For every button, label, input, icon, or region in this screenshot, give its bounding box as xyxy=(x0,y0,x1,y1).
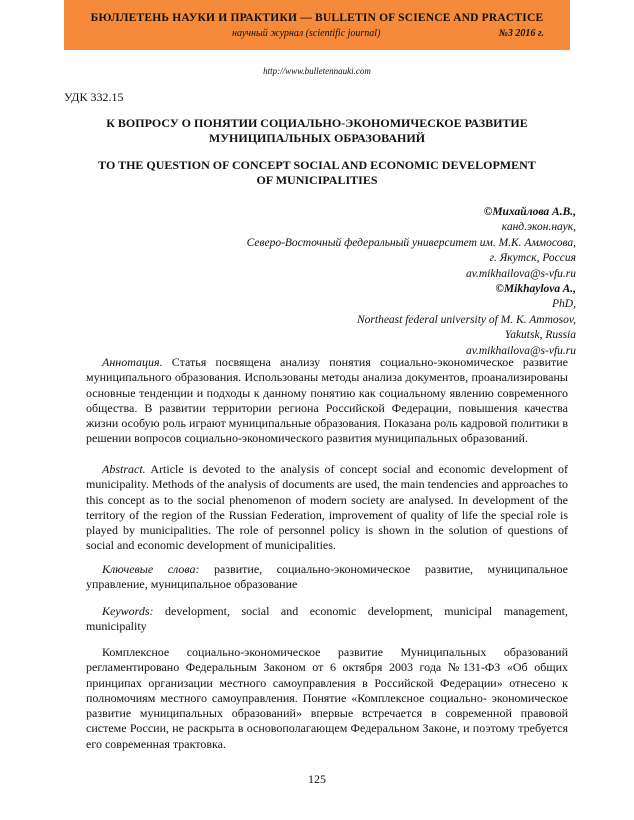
abstract-en xyxy=(86,462,568,554)
keywords-ru-text: развитие, социально-экономическое развитие, муниципальное управление, муниципальное образование xyxy=(86,562,568,592)
keywords-en-label: Keywords: xyxy=(102,604,154,618)
journal-header xyxy=(64,0,570,50)
keywords-ru xyxy=(86,562,568,593)
keywords-en-text: development, social and economic development, municipal management, municipality xyxy=(86,604,568,634)
title-en-line-2: OF MUNICIPALITIES xyxy=(256,173,378,187)
article-title-ru xyxy=(64,116,570,146)
journal-title: БЮЛЛЕТЕНЬ НАУКИ И ПРАКТИКИ — BULLETIN OF SCIENCE AND PRACTICE xyxy=(90,12,544,24)
author-affiliation-ru: Северо-Восточный федеральный университет им. М.К. Аммосова, xyxy=(246,236,576,249)
author-name-en: ©Mikhaylova A., xyxy=(495,283,576,296)
page-number: 125 xyxy=(308,772,326,786)
author-degree-en: PhD, xyxy=(552,298,576,311)
body-paragraph: Комплексное социально-экономическое развитие Муниципальных образований регламентировано Федеральным Законом от 6 октября 2003 года №131-ФЗ «Об общих принципах организации местного самоуправления в Российской Федерации» отнесено к полномочиям местного самоуправления. Понятие «Комплексное социально- экономическое развитие муниципальных образований» впервые встречается в современной правовой системе России, не раскрыта в основополагающем Федеральном Законе, и поэтому требуется его современная трактовка. xyxy=(86,645,568,751)
author-email-en[interactable]: av.mikhailova@s-vfu.ru xyxy=(465,344,576,357)
journal-subtitle: научный журнал (scientific journal) xyxy=(232,28,381,39)
author-city-en: Yakutsk, Russia xyxy=(504,329,576,342)
abstract-ru-text: Статья посвящена анализу понятия социально-экономическое развитие муниципального образования. Использованы методы анализа документов, проанализированы основные тенденции и подходы к данному понятию как социальному явлению современного общества. В развитии территории региона Российской Федерации, повышения качества жизни особую роль играют муниципальные образования. Показана роль кадровой политики в решении вопросов социально-экономического развития муниципальных образований. xyxy=(86,355,568,446)
article-title-en xyxy=(64,158,570,188)
abstract-en-text: Article is devoted to the analysis of concept social and economic development of municipality. Methods of the analysis of documents are used, the main tendencies and approaches to this concept as to the social phenomenon of modern society are analysed. In development of the territory of the region of the Russian Federation, improvement of quality of life the special role is played by municipalities. The role of personnel policy is shown in the solution of questions of social and economic development of municipalities. xyxy=(86,462,568,553)
author-email-ru[interactable]: av.mikhailova@s-vfu.ru xyxy=(465,267,576,280)
journal-issue: №3 2016 г. xyxy=(498,28,544,39)
title-ru-line-2: МУНИЦИПАЛЬНЫХ ОБРАЗОВАНИЙ xyxy=(208,131,426,145)
author-block xyxy=(247,205,576,359)
abstract-ru xyxy=(86,355,568,447)
title-ru-line-1: К ВОПРОСУ О ПОНЯТИИ СОЦИАЛЬНО-ЭКОНОМИЧЕСКОЕ РАЗВИТИЕ xyxy=(106,116,528,130)
author-city-ru: г. Якутск, Россия xyxy=(489,252,576,265)
abstract-en-label: Abstract. xyxy=(102,462,146,476)
abstract-ru-label: Аннотация. xyxy=(102,355,163,369)
udc-code: УДК 332.15 xyxy=(64,90,124,104)
author-name-ru: ©Михайлова А.В., xyxy=(483,206,576,218)
journal-url[interactable]: http://www.bulletennauki.com xyxy=(263,66,371,76)
keywords-en xyxy=(86,604,568,635)
keywords-ru-label: Ключевые слова: xyxy=(102,562,200,576)
author-affiliation-en: Northeast federal university of M. K. Ammosov, xyxy=(356,313,576,326)
author-degree-ru: канд.экон.наук, xyxy=(501,221,576,234)
title-en-line-1: TO THE QUESTION OF CONCEPT SOCIAL AND ECONOMIC DEVELOPMENT xyxy=(98,158,536,172)
